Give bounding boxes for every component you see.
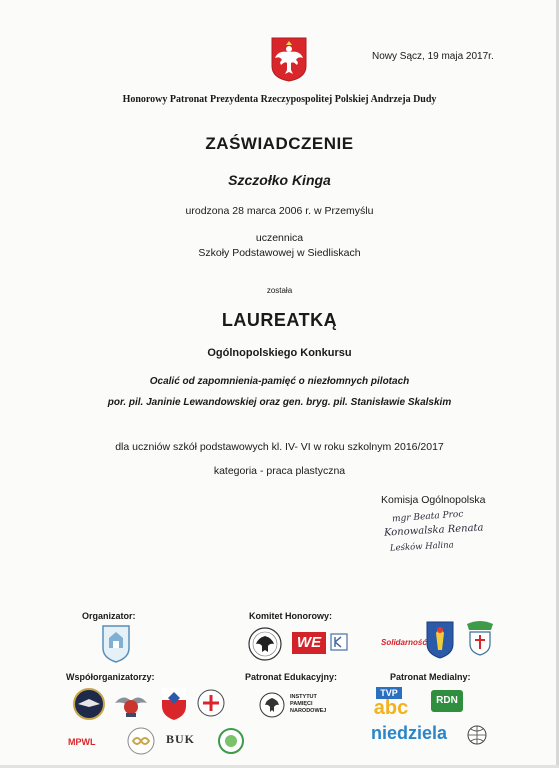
nowy-sacz-coat-of-arms-icon bbox=[425, 620, 455, 660]
birth-info: urodzona 28 marca 2006 r. w Przemyślu bbox=[185, 205, 374, 217]
issue-date: Nowy Sącz, 19 maja 2017r. bbox=[372, 51, 494, 62]
infinity-logo-icon bbox=[126, 726, 156, 756]
honorary-patronage-line: Honorowy Patronat Prezydenta Rzeczypospolitej Polskiej Andrzeja Dudy bbox=[122, 94, 437, 105]
school-name: Szkoły Podstawowej w Siedliskach bbox=[198, 247, 361, 259]
aviation-badge-logo-icon bbox=[72, 687, 106, 721]
document-title: ZAŚWIADCZENIE bbox=[205, 134, 354, 153]
commission-label: Komisja Ogólnopolska bbox=[381, 494, 486, 506]
green-round-logo-icon bbox=[217, 727, 245, 755]
military-shield-logo-icon bbox=[160, 686, 188, 722]
solidarnosc-logo-icon: Solidarność bbox=[381, 638, 427, 647]
niedziela-globe-icon bbox=[466, 724, 488, 746]
we-logo-icon: WE bbox=[292, 632, 326, 654]
became-label: została bbox=[266, 286, 293, 295]
signature-3: Leśków Halina bbox=[389, 540, 454, 554]
organizer-label: Organizator: bbox=[82, 611, 136, 621]
educational-patronage-label: Patronat Edukacyjny: bbox=[245, 672, 338, 682]
recipient-name: Szczołko Kinga bbox=[228, 172, 331, 188]
episcopal-coat-of-arms-icon bbox=[463, 618, 497, 658]
honorary-committee-label: Komitet Honorowy: bbox=[249, 611, 332, 621]
niedziela-logo-icon: niedziela bbox=[371, 723, 448, 743]
buk-logo-icon: BUK bbox=[166, 732, 196, 746]
contest-subtitle: por. pil. Janinie Lewandowskiej oraz gen. bryg. pil. Stanisławie Skalskim bbox=[107, 397, 452, 408]
polish-eagle-emblem-icon bbox=[270, 36, 308, 82]
tvp-logo-icon: TVP bbox=[376, 687, 402, 699]
honorary-eagle-seal-icon bbox=[247, 626, 283, 662]
signature-1: mgr Beata Proc bbox=[391, 509, 464, 525]
audience-line: dla uczniów szkół podstawowych kl. IV- VI w roku szkolnym 2016/2017 bbox=[115, 441, 444, 453]
abc-logo-icon: abc bbox=[373, 697, 409, 719]
winged-emblem-logo-icon bbox=[113, 689, 149, 719]
ku-logo-icon bbox=[329, 632, 349, 652]
category-line: kategoria - praca plastyczna bbox=[213, 465, 346, 477]
contest-title: Ocalić od zapomnienia-pamięć o niezłomnych pilotach bbox=[149, 376, 410, 387]
role-label: uczennica bbox=[255, 232, 304, 244]
ipn-logo-text: INSTYTUT PAMIĘCI NARODOWEJ bbox=[290, 694, 327, 714]
coorganizers-label: Współorganizatorzy: bbox=[66, 672, 155, 682]
round-red-cross-logo-icon bbox=[196, 688, 226, 718]
mpwl-logo-icon: MPWL bbox=[68, 737, 96, 747]
media-patronage-label: Patronat Medialny: bbox=[390, 672, 471, 682]
organizer-shield-logo-icon bbox=[101, 624, 131, 664]
rdn-logo-icon: RDN bbox=[431, 690, 463, 712]
ipn-emblem-icon bbox=[258, 691, 286, 719]
contest-name: Ogólnopolskiego Konkursu bbox=[207, 347, 352, 359]
laureate-heading: LAUREATKĄ bbox=[221, 310, 338, 330]
signature-2: Konowalska Renata bbox=[383, 522, 484, 539]
